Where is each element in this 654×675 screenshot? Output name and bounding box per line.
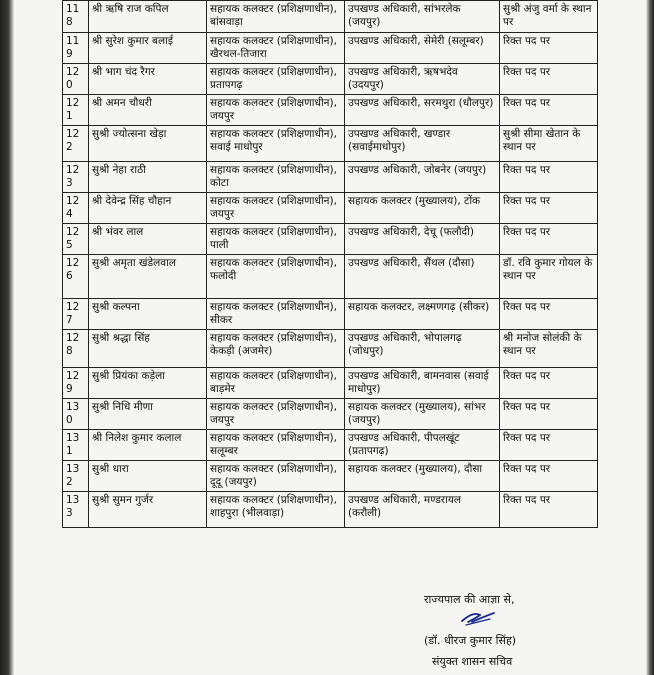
- current-posting-cell: सहायक कलक्टर (प्रशिक्षणाधीन), जयपुर: [207, 95, 345, 126]
- current-posting-cell: सहायक कलक्टर (प्रशिक्षणाधीन), सलूम्बर: [207, 430, 345, 461]
- new-posting-cell: सहायक कलक्टर (मुख्यालय), सांभर (जयपुर): [345, 399, 500, 430]
- transfer-order-table: [62, 0, 598, 528]
- officer-name-cell: श्री भाग चंद रैगर: [89, 64, 207, 95]
- serial-number-cell: 118: [63, 1, 89, 33]
- current-posting-cell: सहायक कलक्टर (प्रशिक्षणाधीन), जयपुर: [207, 193, 345, 224]
- current-posting-cell: सहायक कलक्टर (प्रशिक्षणाधीन), कोटा: [207, 162, 345, 193]
- officer-name-cell: श्री निलेश कुमार कलाल: [89, 430, 207, 461]
- table-row: [63, 193, 598, 224]
- serial-number-cell: 127: [63, 299, 89, 330]
- remark-cell: रिक्त पद पर: [500, 368, 598, 399]
- new-posting-cell: उपखण्ड अधिकारी, पीपलखूंट (प्रतापगढ़): [345, 430, 500, 461]
- table-row: [63, 162, 598, 193]
- serial-number-cell: 124: [63, 193, 89, 224]
- current-posting-cell: सहायक कलक्टर (प्रशिक्षणाधीन), सीकर: [207, 299, 345, 330]
- current-posting-cell: सहायक कलक्टर (प्रशिक्षणाधीन), बांसवाड़ा: [207, 1, 345, 33]
- remark-cell: रिक्त पद पर: [500, 64, 598, 95]
- table-row: [63, 95, 598, 126]
- table-row: [63, 399, 598, 430]
- officer-name-cell: श्री ऋषि राज कपिल: [89, 1, 207, 33]
- new-posting-cell: उपखण्ड अधिकारी, देचू (फलौदी): [345, 224, 500, 255]
- remark-cell: रिक्त पद पर: [500, 399, 598, 430]
- current-posting-cell: सहायक कलक्टर (प्रशिक्षणाधीन), पाली: [207, 224, 345, 255]
- scan-shadow-left: [0, 0, 14, 675]
- current-posting-cell: सहायक कलक्टर (प्रशिक्षणाधीन), जयपुर: [207, 399, 345, 430]
- new-posting-cell: उपखण्ड अधिकारी, सरमथुरा (धौलपुर): [345, 95, 500, 126]
- officer-name-cell: सुश्री अमृता खंडेलवाल: [89, 255, 207, 299]
- new-posting-cell: उपखण्ड अधिकारी, ऋषभदेव (उदयपुर): [345, 64, 500, 95]
- serial-number-cell: 129: [63, 368, 89, 399]
- remark-cell: रिक्त पद पर: [500, 299, 598, 330]
- officer-name: (डॉ. धीरज कुमार सिंह): [424, 634, 517, 647]
- serial-number-cell: 126: [63, 255, 89, 299]
- table-row: [63, 461, 598, 492]
- serial-number-cell: 130: [63, 399, 89, 430]
- current-posting-cell: सहायक कलक्टर (प्रशिक्षणाधीन), केकड़ी (अजमेर): [207, 330, 345, 368]
- table-row: [63, 492, 598, 528]
- serial-number-cell: 121: [63, 95, 89, 126]
- new-posting-cell: उपखण्ड अधिकारी, सैंथल (दौसा): [345, 255, 500, 299]
- new-posting-cell: उपखण्ड अधिकारी, सेमेरी (सलूम्बर): [345, 33, 500, 64]
- new-posting-cell: उपखण्ड अधिकारी, मण्डरायल (करौली): [345, 492, 500, 528]
- new-posting-cell: उपखण्ड अधिकारी, जोबनेर (जयपुर): [345, 162, 500, 193]
- serial-number-cell: 133: [63, 492, 89, 528]
- scan-shadow-right: [646, 0, 654, 675]
- table-body: [63, 1, 598, 528]
- remark-cell: रिक्त पद पर: [500, 224, 598, 255]
- table-row: [63, 224, 598, 255]
- remark-cell: रिक्त पद पर: [500, 430, 598, 461]
- table-row: [63, 430, 598, 461]
- signature-mark: [458, 606, 498, 628]
- remark-cell: रिक्त पद पर: [500, 492, 598, 528]
- officer-name-cell: सुश्री प्रियंका कड़ेला: [89, 368, 207, 399]
- new-posting-cell: उपखण्ड अधिकारी, खण्डार (सवाईमाधोपुर): [345, 126, 500, 162]
- table-row: [63, 64, 598, 95]
- officer-name-cell: सुश्री नेहा राठी: [89, 162, 207, 193]
- current-posting-cell: सहायक कलक्टर (प्रशिक्षणाधीन), बाड़मेर: [207, 368, 345, 399]
- table-row: [63, 126, 598, 162]
- remark-cell: डॉ. रवि कुमार गोयल के स्थान पर: [500, 255, 598, 299]
- current-posting-cell: सहायक कलक्टर (प्रशिक्षणाधीन), शाहपुरा (भीलवाड़ा): [207, 492, 345, 528]
- serial-number-cell: 122: [63, 126, 89, 162]
- current-posting-cell: सहायक कलक्टर (प्रशिक्षणाधीन), सवाई माधोपुर: [207, 126, 345, 162]
- serial-number-cell: 131: [63, 430, 89, 461]
- officer-name-cell: सुश्री सुमन गुर्जर: [89, 492, 207, 528]
- officer-name-cell: श्री सुरेश कुमार बलाई: [89, 33, 207, 64]
- serial-number-cell: 125: [63, 224, 89, 255]
- remark-cell: रिक्त पद पर: [500, 95, 598, 126]
- new-posting-cell: उपखण्ड अधिकारी, भोपालगढ़ (जोधपुर): [345, 330, 500, 368]
- remark-cell: रिक्त पद पर: [500, 461, 598, 492]
- officer-designation: संयुक्त शासन सचिव: [432, 655, 513, 668]
- remark-cell: रिक्त पद पर: [500, 162, 598, 193]
- officer-name-cell: सुश्री ज्योत्सना खेड़ा: [89, 126, 207, 162]
- officer-name-cell: सुश्री निधि मीणा: [89, 399, 207, 430]
- order-authority-line: राज्यपाल की आज्ञा से,: [424, 593, 515, 606]
- table-row: [63, 1, 598, 33]
- officer-name-cell: सुश्री श्रद्धा सिंह: [89, 330, 207, 368]
- table-row: [63, 299, 598, 330]
- current-posting-cell: सहायक कलक्टर (प्रशिक्षणाधीन), फलोदी: [207, 255, 345, 299]
- remark-cell: श्री मनोज सोलंकी के स्थान पर: [500, 330, 598, 368]
- table-row: [63, 330, 598, 368]
- current-posting-cell: सहायक कलक्टर (प्रशिक्षणाधीन), प्रतापगढ़: [207, 64, 345, 95]
- table-row: [63, 368, 598, 399]
- table-row: [63, 33, 598, 64]
- new-posting-cell: सहायक कलक्टर (मुख्यालय), टोंक: [345, 193, 500, 224]
- new-posting-cell: उपखण्ड अधिकारी, बामनवास (सवाई माधोपुर): [345, 368, 500, 399]
- serial-number-cell: 128: [63, 330, 89, 368]
- officer-name-cell: सुश्री कल्पना: [89, 299, 207, 330]
- serial-number-cell: 119: [63, 33, 89, 64]
- officer-name-cell: श्री अमन चौधरी: [89, 95, 207, 126]
- remark-cell: सुश्री अंजु वर्मा के स्थान पर: [500, 1, 598, 33]
- new-posting-cell: उपखण्ड अधिकारी, सांभरलेक (जयपुर): [345, 1, 500, 33]
- remark-cell: रिक्त पद पर: [500, 193, 598, 224]
- serial-number-cell: 132: [63, 461, 89, 492]
- serial-number-cell: 123: [63, 162, 89, 193]
- remark-cell: सुश्री सीमा खेतान के स्थान पर: [500, 126, 598, 162]
- new-posting-cell: सहायक कलक्टर (मुख्यालय), दौसा: [345, 461, 500, 492]
- serial-number-cell: 120: [63, 64, 89, 95]
- current-posting-cell: सहायक कलक्टर (प्रशिक्षणाधीन), दूदू (जयपुर): [207, 461, 345, 492]
- officer-name-cell: श्री भंवर लाल: [89, 224, 207, 255]
- remark-cell: रिक्त पद पर: [500, 33, 598, 64]
- officer-name-cell: सुश्री धारा: [89, 461, 207, 492]
- new-posting-cell: सहायक कलक्टर, लक्ष्मणगढ़ (सीकर): [345, 299, 500, 330]
- table-row: [63, 255, 598, 299]
- current-posting-cell: सहायक कलक्टर (प्रशिक्षणाधीन), खैरथल-तिजारा: [207, 33, 345, 64]
- officer-name-cell: श्री देवेन्द्र सिंह चौहान: [89, 193, 207, 224]
